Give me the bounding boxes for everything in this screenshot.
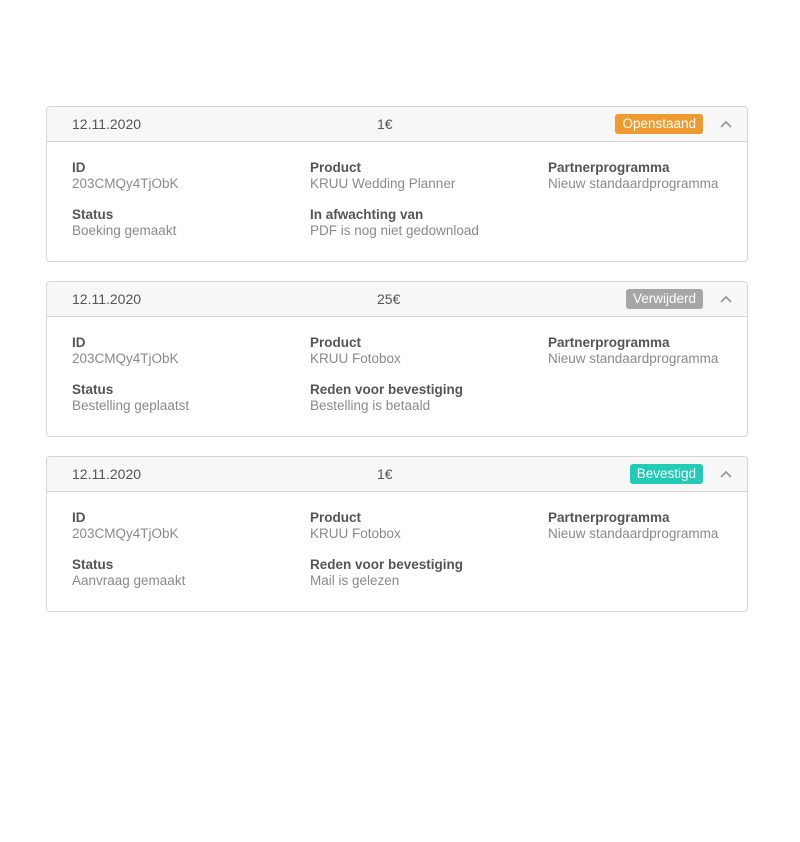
chevron-up-icon[interactable] bbox=[719, 118, 733, 130]
field-partner-program bbox=[548, 510, 718, 542]
card-date: 12.11.2020 bbox=[72, 116, 142, 132]
card-header[interactable] bbox=[47, 282, 747, 317]
field-status bbox=[72, 207, 176, 239]
field-value: KRUU Fotobox bbox=[310, 526, 401, 541]
status-badge: Openstaand bbox=[615, 114, 703, 134]
field-id bbox=[72, 160, 179, 192]
field-partner-program bbox=[548, 335, 718, 367]
chevron-up-icon[interactable] bbox=[719, 293, 733, 305]
card-header[interactable] bbox=[47, 107, 747, 142]
field-partner-program bbox=[548, 160, 718, 192]
card-amount: 25€ bbox=[377, 291, 401, 307]
field-label: Status bbox=[72, 557, 114, 572]
card-amount: 1€ bbox=[377, 116, 393, 132]
commission-card bbox=[46, 456, 748, 612]
field-value: 203CMQy4TjObK bbox=[72, 176, 179, 191]
field-value: 203CMQy4TjObK bbox=[72, 526, 179, 541]
commission-card bbox=[46, 106, 748, 262]
field-label: Product bbox=[310, 335, 362, 350]
card-date: 12.11.2020 bbox=[72, 466, 142, 482]
field-value: Nieuw standaardprogramma bbox=[548, 176, 719, 191]
field-product bbox=[310, 335, 401, 367]
card-header[interactable] bbox=[47, 457, 747, 492]
field-label: ID bbox=[72, 160, 86, 175]
field-value: Bestelling is betaald bbox=[310, 398, 431, 413]
field-id bbox=[72, 335, 179, 367]
field-value: Mail is gelezen bbox=[310, 573, 400, 588]
field-reason bbox=[310, 207, 479, 239]
field-label: Partnerprogramma bbox=[548, 510, 670, 525]
field-label: ID bbox=[72, 510, 86, 525]
status-badge: Bevestigd bbox=[630, 464, 703, 484]
field-label: Partnerprogramma bbox=[548, 335, 670, 350]
field-value: Nieuw standaardprogramma bbox=[548, 351, 719, 366]
field-label: ID bbox=[72, 335, 86, 350]
field-value: Nieuw standaardprogramma bbox=[548, 526, 719, 541]
field-value: Boeking gemaakt bbox=[72, 223, 177, 238]
field-product bbox=[310, 160, 455, 192]
card-body bbox=[47, 492, 747, 612]
field-value: Bestelling geplaatst bbox=[72, 398, 190, 413]
status-badge: Verwijderd bbox=[626, 289, 703, 309]
field-value: 203CMQy4TjObK bbox=[72, 351, 179, 366]
card-date: 12.11.2020 bbox=[72, 291, 142, 307]
field-reason bbox=[310, 557, 463, 589]
field-label: Product bbox=[310, 510, 362, 525]
field-status bbox=[72, 557, 185, 589]
field-status bbox=[72, 382, 189, 414]
field-label: Status bbox=[72, 207, 114, 222]
field-value: Aanvraag gemaakt bbox=[72, 573, 186, 588]
field-label: Reden voor bevestiging bbox=[310, 382, 464, 397]
field-label: Status bbox=[72, 382, 114, 397]
field-value: KRUU Fotobox bbox=[310, 351, 401, 366]
field-label: In afwachting van bbox=[310, 207, 424, 222]
field-value: PDF is nog niet gedownload bbox=[310, 223, 479, 238]
field-label: Partnerprogramma bbox=[548, 160, 670, 175]
commission-card bbox=[46, 281, 748, 437]
field-label: Product bbox=[310, 160, 362, 175]
field-reason bbox=[310, 382, 463, 414]
card-amount: 1€ bbox=[377, 466, 393, 482]
card-body bbox=[47, 317, 747, 437]
chevron-up-icon[interactable] bbox=[719, 468, 733, 480]
field-label: Reden voor bevestiging bbox=[310, 557, 464, 572]
field-value: KRUU Wedding Planner bbox=[310, 176, 456, 191]
field-product bbox=[310, 510, 401, 542]
field-id bbox=[72, 510, 179, 542]
card-body bbox=[47, 142, 747, 262]
